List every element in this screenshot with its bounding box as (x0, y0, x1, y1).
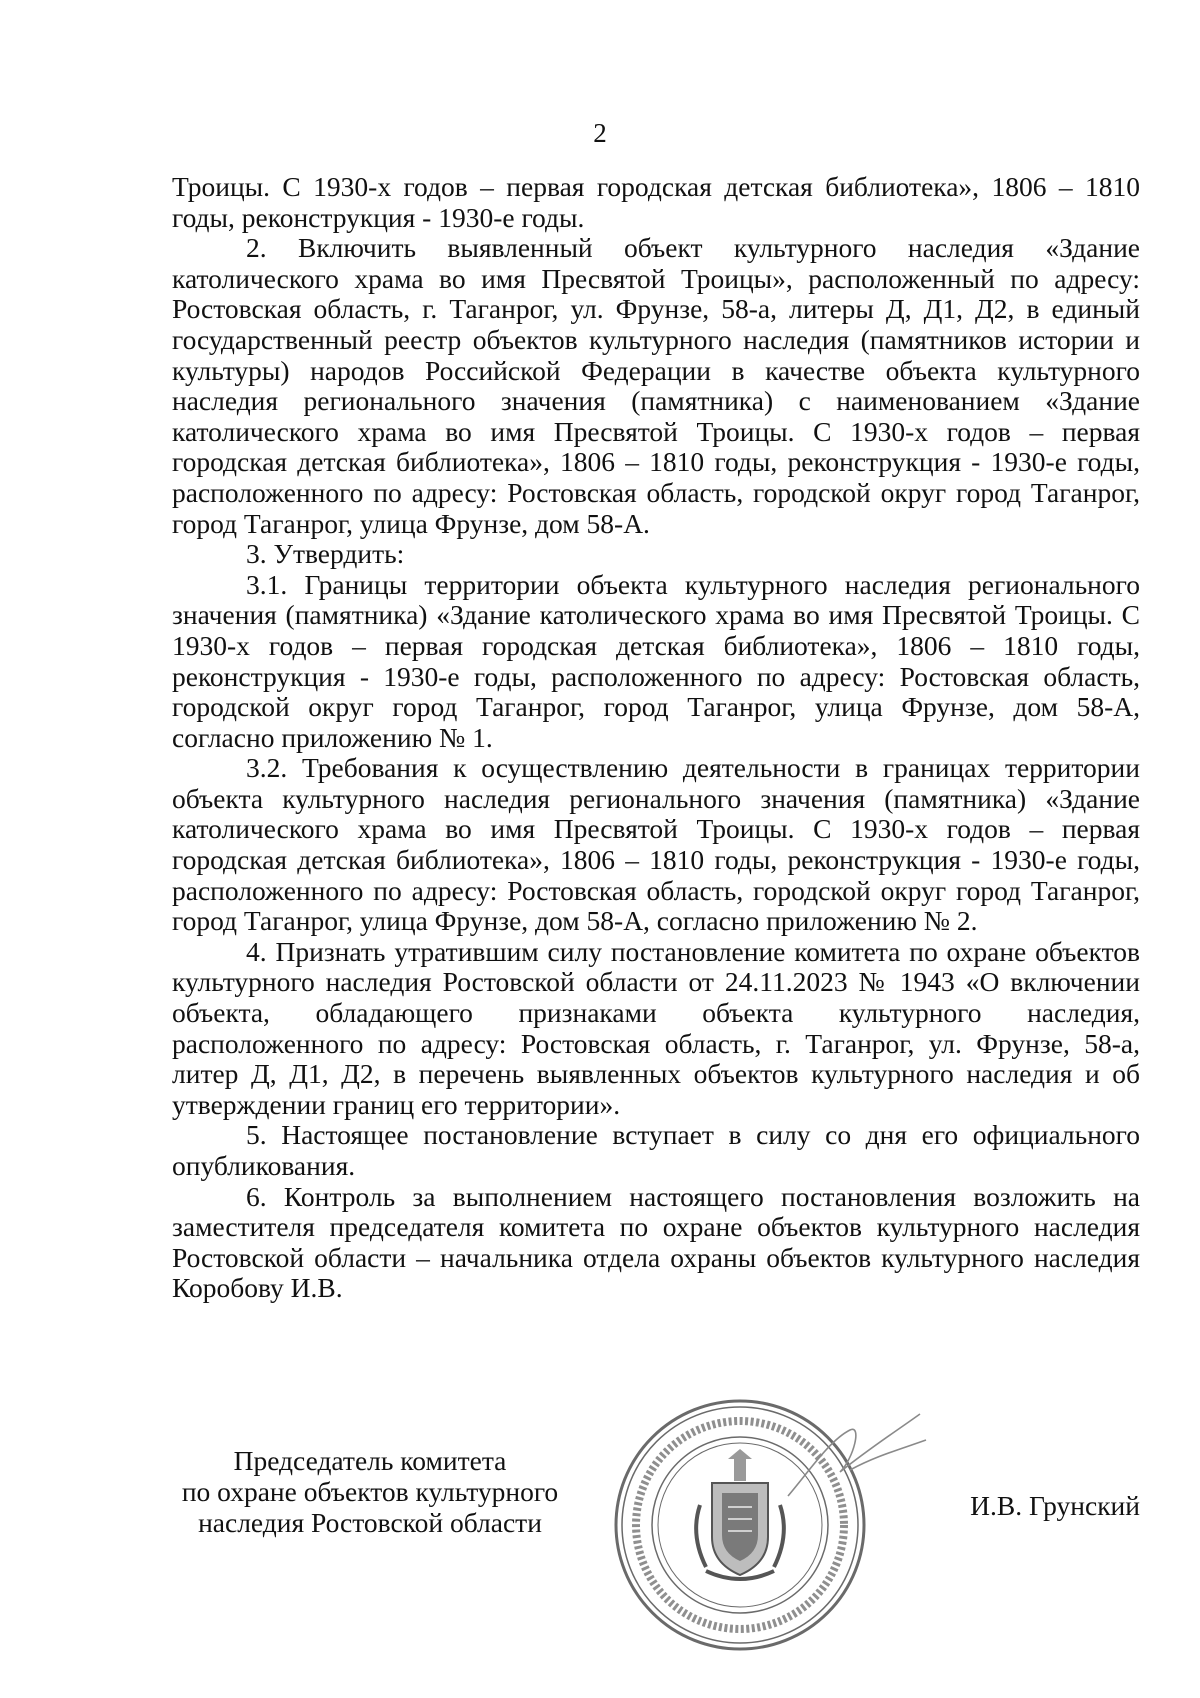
signatory-name: И.В. Грунский (970, 1490, 1140, 1521)
signatory-position (150, 1445, 590, 1538)
paragraph-item-3-2: 3.2. Требования к осуществлению деятельности в границах территории объекта культурного наследия регионального значения (памятника) «Здание католического храма во имя Пресвятой Троицы. С 1930-х годов – первая городская детская библиотека», 1806 – 1810 годы, реконструкция - 1930-е годы, расположенного по адресу: Ростовская область, городской округ город Таганрог, город Таганрог, улица Фрунзе, дом 58-А, согласно приложению № 2. (172, 752, 1140, 937)
paragraph-item-3-1: 3.1. Границы территории объекта культурного наследия регионального значения (памятника) «Здание католического храма во имя Пресвятой Троицы. С 1930-х годов – первая городская детская библиотека», 1806 – 1810 годы, реконструкция - 1930-е годы, расположенного по адресу: Ростовская область, городской округ город Таганрог, город Таганрог, улица Фрунзе, дом 58-А, согласно приложению № 1. (172, 568, 1140, 753)
signatory-position-line: Председатель комитета (233, 1445, 507, 1476)
paragraph-item-2: 2. Включить выявленный объект культурного наследия «Здание католического храма во имя Пресвятой Троицы», расположенный по адресу: Ростовская область, г. Таганрог, ул. Фрунзе, 58-а, литеры Д, Д1, Д2, в единый государственный реестр объектов культурного наследия (памятников истории и культуры) народов Российской Федерации в качестве объекта культурного наследия регионального значения (памятника) с наименованием «Здание католического храма во имя Пресвятой Троицы. С 1930-х годов – первая городская детская библиотека», 1806 – 1810 годы, реконструкция - 1930-е годы, расположенного по адресу: Ростовская область, городской округ город Таганрог, город Таганрог, улица Фрунзе, дом 58-А. (172, 232, 1140, 539)
paragraph-item-3: 3. Утвердить: (246, 538, 405, 570)
paragraph-item-5: 5. Настоящее постановление вступает в силу со дня его официального опубликования. (172, 1119, 1140, 1181)
signatory-position-line: наследия Ростовской области (198, 1507, 542, 1538)
coat-of-arms-emblem (696, 1449, 784, 1579)
signatory-position-line: по охране объектов культурного (181, 1476, 559, 1507)
document-body (172, 172, 1140, 1304)
page-number: 2 (593, 118, 607, 148)
paragraph-item-6: 6. Контроль за выполнением настоящего постановления возложить на заместителя председателя комитета по охране объектов культурного наследия Ростовской области – начальника отдела охраны объектов культурного наследия Коробову И.В. (172, 1180, 1140, 1304)
handwritten-signature (780, 1400, 930, 1520)
paragraph-item-4: 4. Признать утратившим силу постановление комитета по охране объектов культурного наследия Ростовской области от 24.11.2023 № 1943 «О включении объекта, обладающего признаками объекта культурного наследия, расположенного по адресу: Ростовская область, г. Таганрог, ул. Фрунзе, 58-а, литер Д, Д1, Д2, в перечень выявленных объектов культурного наследия и об утверждении границ его территории». (172, 935, 1140, 1120)
paragraph-continuation: Троицы. С 1930-х годов – первая городская детская библиотека», 1806 – 1810 годы, реконструкция - 1930-е годы. (172, 171, 1140, 233)
